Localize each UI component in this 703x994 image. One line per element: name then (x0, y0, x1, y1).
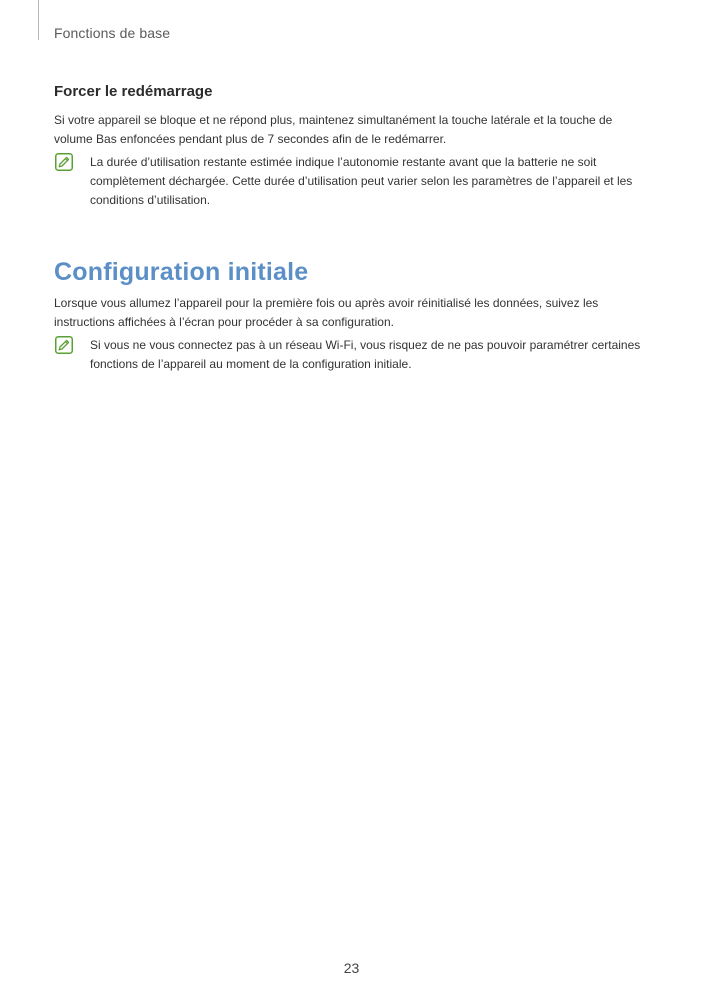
chapter-title-initial-setup: Configuration initiale (54, 258, 309, 286)
running-header: Fonctions de base (54, 25, 171, 41)
header-divider (38, 0, 39, 40)
note-wifi (54, 336, 650, 374)
note-battery-time (54, 153, 650, 210)
note-pencil-icon (55, 336, 73, 354)
page-number: 23 (343, 960, 360, 976)
note-battery-text: La durée d’utilisation restante estimée indique l’autonomie restante avant que la batterie ne soit complètement déchargée. Cette durée d’utilisation peut varier selon les paramètres de l’appareil et les conditions d’utilisation. (90, 155, 633, 207)
page-content (54, 82, 650, 374)
section-heading-force-restart: Forcer le redémarrage (54, 83, 213, 100)
note-pencil-icon (55, 153, 73, 171)
initial-setup-paragraph: Lorsque vous allumez l’appareil pour la première fois ou après avoir réinitialisé les données, suivez les instructions affichées à l’écran pour procéder à sa configuration. (54, 296, 599, 329)
force-restart-paragraph: Si votre appareil se bloque et ne répond plus, maintenez simultanément la touche latérale et la touche de volume Bas enfoncées pendant plus de 7 secondes afin de le redémarrer. (54, 113, 613, 146)
note-wifi-text: Si vous ne vous connectez pas à un réseau Wi-Fi, vous risquez de ne pas pouvoir paramétrer certaines fonctions de l’appareil au moment de la configuration initiale. (90, 338, 641, 371)
